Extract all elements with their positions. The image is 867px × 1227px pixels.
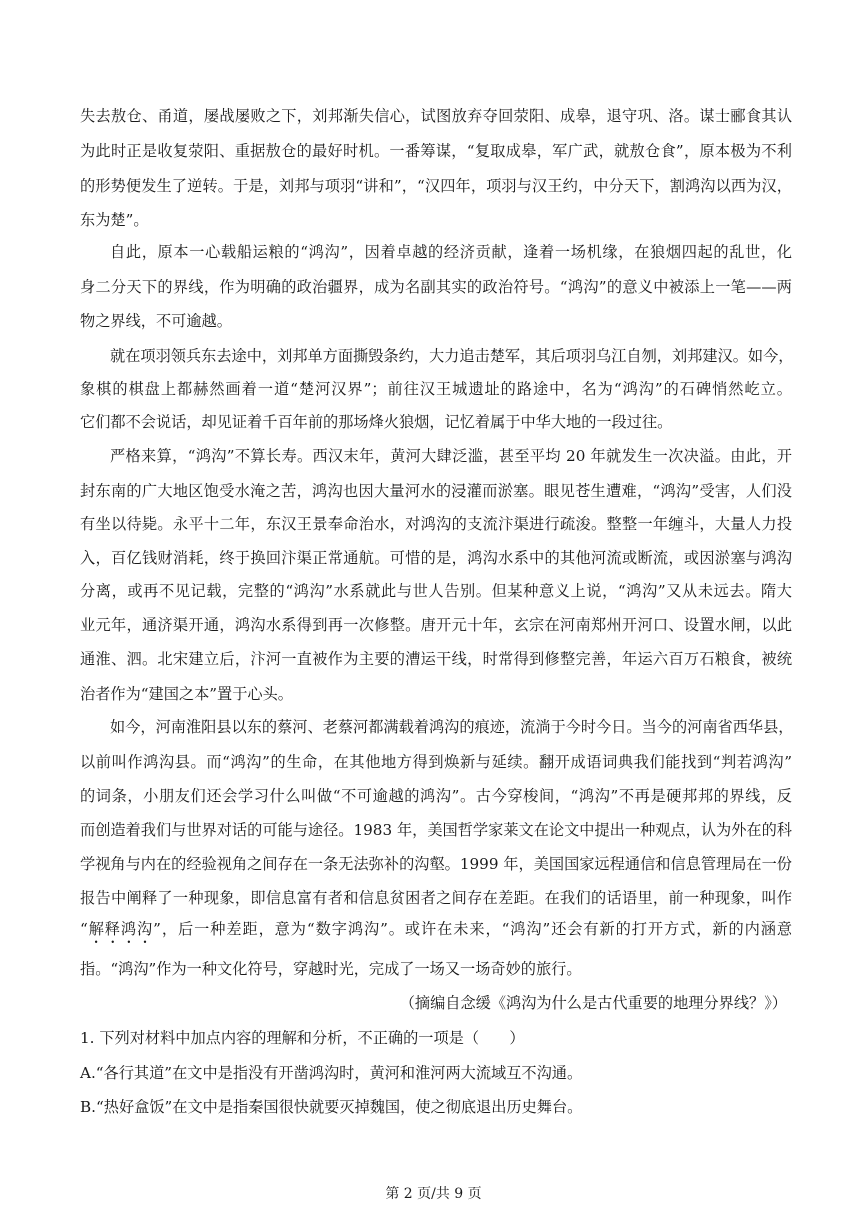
text-line: 报告中阐释了一种现象，即信息富有者和信息贫困者之间存在差距。在我们的话语里，前一种现象，叫作 [80,889,792,907]
text-line: 如今，河南淮阳县以东的蔡河、老蔡河都满载着鸿沟的痕迹，流淌于今时今日。当今的河南省西华县， [110,718,794,736]
source-attribution: （摘编自念缓《鸿沟为什么是古代重要的地理分界线？》） [399,994,787,1012]
text-line: 的形势便发生了逆转。于是，刘邦与项羽“讲和”，“汉四年，项羽与汉王约，中分天下，割鸿沟以西为汉， [80,177,792,195]
option-a: A.“各行其道”在文中是指没有开凿鸿沟时，黄河和淮河两大流域互不沟通。 [80,1064,583,1082]
emphasized-term: “解释鸿沟” [80,920,161,938]
option-b: B.“热好盒饭”在文中是指秦国很快就要灭掉魏国，使之彻底退出历史舞台。 [80,1098,583,1116]
text-line: 自此，原本一心载船运粮的“鸿沟”，因着卓越的经济贡献，逢着一场机缘，在狼烟四起的乱世，化 [110,243,792,261]
page-number: 第 2 页/共 9 页 [385,1186,482,1202]
question-stem: 1. 下列对材料中加点内容的理解和分析，不正确的一项是（ ） [80,1029,525,1047]
text-line: 指。“鸿沟”作为一种文化符号，穿越时光，完成了一场又一场奇妙的旅行。 [80,960,582,978]
text-line: 业元年，通济渠开通，鸿沟水系得到再一次修整。唐开元十年，玄宗在河南郑州开河口、设置水闸，以此 [80,616,792,634]
text-line: 严格来算，“鸿沟”不算长寿。西汉末年，黄河大肆泛滥，甚至平均 20 年就发生一次决溢。由此，开 [110,447,792,465]
text-line: 的词条，小朋友们还会学习什么叫做“不可逾越的鸿沟”。古今穿梭间，“鸿沟”不再是硬邦邦的界线，反 [80,787,792,805]
text-line: 就在项羽领兵东去途中，刘邦单方面撕毁条约，大力追击楚军，其后项羽乌江自刎，刘邦建汉。如今， [110,347,794,365]
text-line: 而创造着我们与世界对话的可能与途径。1983 年，美国哲学家莱文在论文中提出一种观点，认为外在的科 [80,821,792,839]
text-line: 入，百亿钱财消耗，终于换回汴渠正常通航。可惜的是，鸿沟水系中的其他河流或断流，或因淤塞与鸿沟 [80,549,792,567]
text-line-with-emphasis [80,918,792,947]
text-line: 象棋的棋盘上都赫然画着一道“楚河汉界”；前往汉王城遗址的路途中，名为“鸿沟”的石碑悄然屹立。 [80,380,792,398]
text-line: 学视角与内在的经验视角之间存在一条无法弥补的沟壑。1999 年，美国国家远程通信和信息管理局在一份 [80,855,792,873]
text-line: 有坐以待毙。永平十二年，东汉王景奉命治水，对鸿沟的支流汴渠进行疏浚。整整一年缠斗，大量人力投 [80,515,792,533]
text-line: 失去敖仓、甬道，屡战屡败之下，刘邦渐失信心，试图放弃夺回荥阳、成皋，退守巩、洛。谋士郦食其认 [80,107,792,125]
text-line: 以前叫作鸿沟县。而“鸿沟”的生命，在其他地方得到焕新与延续。翻开成语词典我们能找到“判若鸿沟” [80,753,792,771]
text-line: 身二分天下的界线，作为明确的政治疆界，成为名副其实的政治符号。“鸿沟”的意义中被添上一笔——两 [80,278,792,296]
text-line: 为此时正是收复荥阳、重据敖仓的最好时机。一番筹谋，“复取成皋，军广武，就敖仓食”，原本极为不利 [80,142,792,160]
text-line: 治者作为“建国之本”置于心头。 [80,685,293,703]
text-fragment: ，后一种差距，意为“数字鸿沟”。或许在未来，“鸿沟”还会有新的打开方式，新的内涵意 [160,920,793,938]
text-line: 封东南的广大地区饱受水淹之苦，鸿沟也因大量河水的浸灌而淤塞。眼见苍生遭难，“鸿沟”受害，人们没 [80,482,792,500]
text-line: 东为楚”。 [80,211,149,229]
text-line: 分离，或再不见记载，完整的“鸿沟”水系就此与世人告别。但某种意义上说，“鸿沟”又从未远去。隋大 [80,582,792,600]
text-line: 它们都不会说话，却见证着千百年前的那场烽火狼烟，记忆着属于中华大地的一段过往。 [80,413,673,431]
text-line: 通淮、泗。北宋建立后，汴河一直被作为主要的漕运干线，时常得到修整完善，年运六百万石粮食，被统 [80,650,792,668]
text-line: 物之界线，不可逾越。 [80,312,232,330]
